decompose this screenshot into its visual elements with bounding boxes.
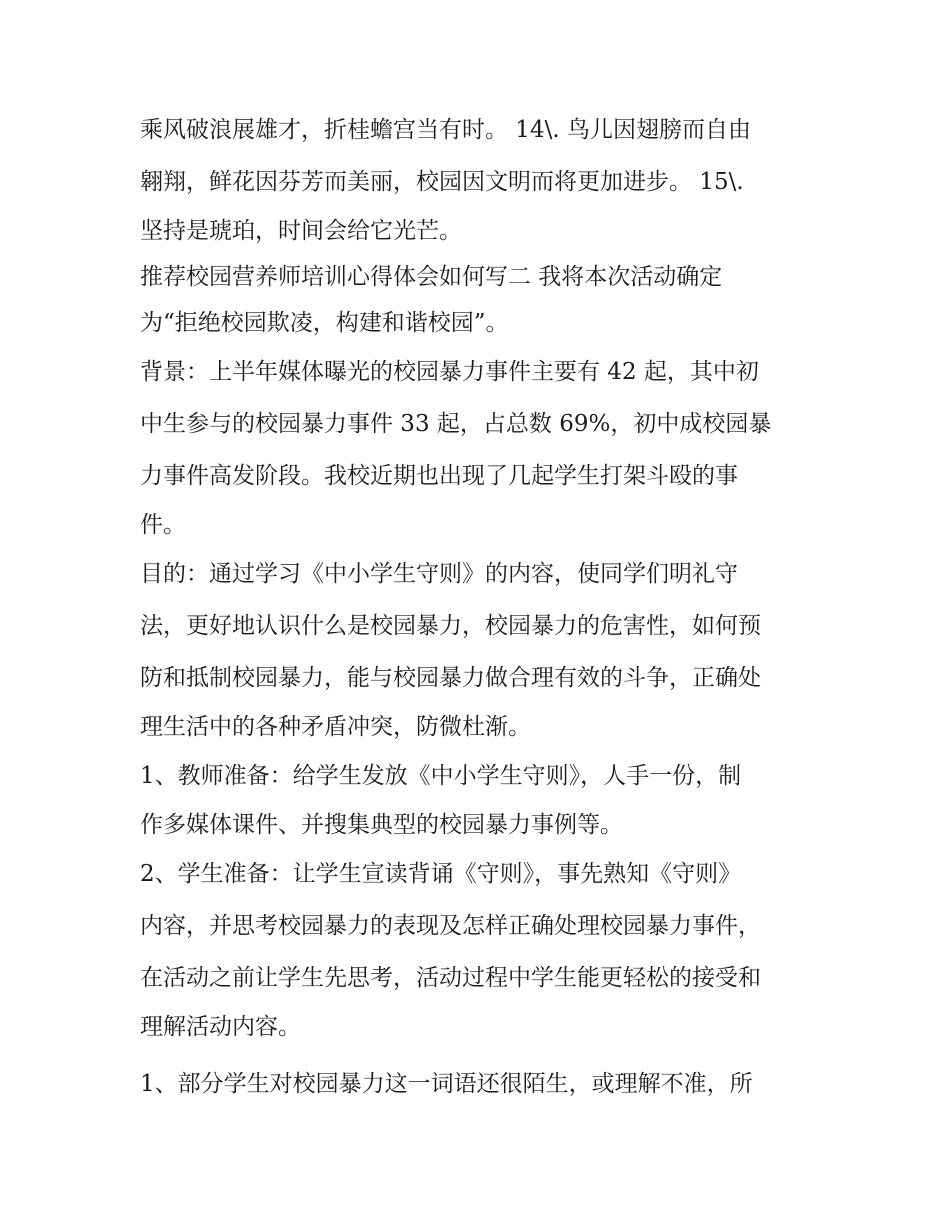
text-line-15: 作多媒体课件、并搜集典型的校园暴力事例等。 bbox=[140, 812, 623, 838]
text-line-19: 理解活动内容。 bbox=[140, 1014, 301, 1040]
text-line-2: 翱翔，鲜花因芬芳而美丽，校园因文明而将更加进步。 15\. bbox=[140, 169, 744, 195]
text-line-14: 1、教师准备：给学生发放《中小学生守则》，人手一份，制 bbox=[140, 763, 742, 789]
text-line-16: 2、学生准备：让学生宣读背诵《守则》，事先熟知《守则》 bbox=[140, 861, 742, 887]
paragraph-gap bbox=[140, 1050, 820, 1058]
text-line-12: 防和抵制校园暴力，能与校园暴力做合理有效的斗争，正确处 bbox=[140, 665, 761, 691]
text-line-17: 内容，并思考校园暴力的表现及怎样正确处理校园暴力事件， bbox=[140, 913, 761, 939]
text-line-18: 在活动之前让学生先思考，活动过程中学生能更轻松的接受和 bbox=[140, 965, 761, 991]
text-line-13: 理生活中的各种矛盾冲突，防微杜渐。 bbox=[140, 714, 531, 740]
text-line-1: 乘风破浪展雄才，折桂蟾宫当有时。 14\. 鸟儿因翅膀而自由 bbox=[140, 117, 751, 143]
text-line-4: 推荐校园营养师培训心得体会如何写二 我将本次活动确定 bbox=[140, 264, 723, 290]
text-line-20: 1、部分学生对校园暴力这一词语还很陌生，或理解不准，所 bbox=[140, 1071, 753, 1097]
text-line-11: 法，更好地认识什么是校园暴力，校园暴力的危害性，如何预 bbox=[140, 613, 761, 639]
text-line-6: 背景：上半年媒体曝光的校园暴力事件主要有 42 起，其中初 bbox=[140, 359, 759, 385]
text-line-3: 坚持是琥珀，时间会给它光芒。 bbox=[140, 218, 462, 244]
text-line-5: 为“拒绝校园欺凌，构建和谐校园”。 bbox=[140, 310, 509, 336]
text-line-7: 中生参与的校园暴力事件 33 起，占总数 69%，初中成校园暴 bbox=[140, 411, 772, 437]
text-line-10: 目的：通过学习《中小学生守则》的内容，使同学们明礼守 bbox=[140, 561, 738, 587]
document-body bbox=[140, 104, 820, 1110]
text-line-9: 件。 bbox=[140, 512, 186, 538]
text-line-8: 力事件高发阶段。我校近期也出现了几起学生打架斗殴的事 bbox=[140, 463, 738, 489]
